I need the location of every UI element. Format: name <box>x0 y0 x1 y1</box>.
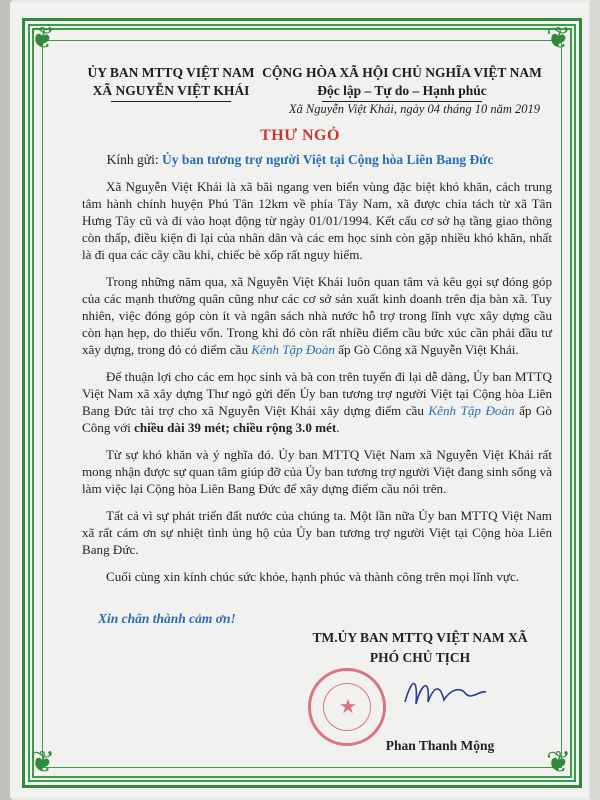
bridge-name-emphasis: Kênh Tập Đoàn <box>428 403 515 418</box>
issuer-underline <box>111 101 231 102</box>
national-header <box>252 64 552 102</box>
signer-name: Phan Thanh Mộng <box>385 738 495 753</box>
signature-block <box>300 628 540 668</box>
issuer-line-1: ỦY BAN MTTQ VIỆT NAM <box>87 65 255 80</box>
recipient-name: Ủy ban tương trợ người Việt tại Cộng hòa Liên Bang Đức <box>161 152 494 167</box>
recipient-prefix: Kính gửi: <box>106 152 162 167</box>
national-motto: Độc lập – Tự do – Hạnh phúc <box>317 83 487 98</box>
bridge-name-emphasis: Kênh Tập Đoàn <box>251 342 335 357</box>
letter-date: Xã Nguyễn Việt Khái, ngày 04 tháng 10 năm 2019 <box>288 102 540 116</box>
paragraph-3-text-end: . <box>336 420 340 435</box>
paragraph-5: Tất cả vì sự phát triển đất nước của chúng ta. Một lần nữa Ủy ban MTTQ Việt Nam xã rất cám ơn sự nhiệt tình ủng hộ của Ủy ban tương trợ người Việt tại Cộng hòa Liên Bang Đức. <box>82 508 552 557</box>
paragraph-2-text-end: ấp Gò Công xã Nguyễn Việt Khái. <box>334 342 519 357</box>
signing-organization: TM.ỦY BAN MTTQ VIỆT NAM XÃ <box>312 630 528 645</box>
letter-body <box>82 178 552 595</box>
handwritten-signature <box>400 672 490 712</box>
signer-role: PHÓ CHỦ TỊCH <box>369 650 471 665</box>
issuer-header <box>76 64 266 102</box>
closing-thanks: Xin chân thành cảm ơn! <box>98 611 236 626</box>
corner-ornament-icon: ❦ <box>546 22 572 55</box>
letter-title: THƯ NGỎ <box>260 127 340 144</box>
issuer-line-2: XÃ NGUYỄN VIỆT KHÁI <box>92 83 250 98</box>
corner-ornament-icon: ❦ <box>546 746 572 779</box>
paragraph-6: Cuối cùng xin kính chúc sức khỏe, hạnh phúc và thành công trên mọi lĩnh vực. <box>106 569 520 584</box>
page-edge-right <box>590 0 600 800</box>
seal-star-icon: ★ <box>339 696 357 718</box>
recipient-line <box>0 152 600 168</box>
national-title: CỘNG HÒA XÃ HỘI CHỦ NGHĨA VIỆT NAM <box>262 65 542 80</box>
paragraph-4: Từ sự khó khăn và ý nghĩa đó. Ủy ban MTTQ Việt Nam xã Nguyễn Việt Khái rất mong nhận được sự quan tâm giúp đỡ của Ủy ban tương trợ người Việt đang sinh sống và làm việc lại Cộng hòa Liên Bang Đức để xây dựng điểm cầu nói trên. <box>82 447 553 496</box>
corner-ornament-icon: ❦ <box>30 22 56 55</box>
official-seal <box>308 668 386 746</box>
corner-ornament-icon: ❦ <box>30 746 56 779</box>
paragraph-2-text: Trong những năm qua, xã Nguyễn Việt Khái luôn quan tâm và kêu gọi sự đóng góp của các mạnh thường quân cũng như các cơ sở sản xuất kinh doanh trên địa bàn xã. Tuy nhiên, việc đóng góp còn ít và ngân sách nhà nước hỗ trợ trong lĩnh vực xây dựng cầu còn hạn hẹp, do thiếu vốn. Trong khi đó còn rất nhiều điểm cầu bức xúc cần phải đầu tư xây dựng, trong đó có điểm cầu <box>82 274 552 357</box>
bridge-dimensions: chiều dài 39 mét; chiều rộng 3.0 mét <box>134 420 337 435</box>
paragraph-2 <box>82 273 552 358</box>
paragraph-3-text: Để thuận lợi cho các em học sinh và bà con trên tuyến đi lại dễ dàng, Ủy ban MTTQ Việt Nam xã xây dựng Thư ngỏ gửi đến Ủy ban tương trợ người Việt tại Cộng hòa Liên Bang Đức tài trợ cho xã Nguyễn Việt Khái xây dựng điểm cầu <box>82 369 552 418</box>
paragraph-1: Xã Nguyễn Việt Khái là xã bãi ngang ven biển vùng đặc biệt khó khăn, cách trung tâm hành chính huyện Phú Tân 12km về phía Tây Nam, xã được chia tách từ xã Tân Hưng Tây cũ và đi vào hoạt động từ ngày 01/01/1994. Kết cấu cơ sở hạ tầng giao thông còn thấp, điều kiện đi lại của nhân dân và các em học sinh còn gặp nhiều khó khăn, nhất là đi qua các cây cầu khỉ, chiếc bè xốp rất nguy hiểm. <box>82 179 552 262</box>
paragraph-3-text-mid: ấp Gò Công với <box>82 403 552 435</box>
paragraph-3 <box>82 368 552 436</box>
seal-inner-ring <box>323 683 371 731</box>
